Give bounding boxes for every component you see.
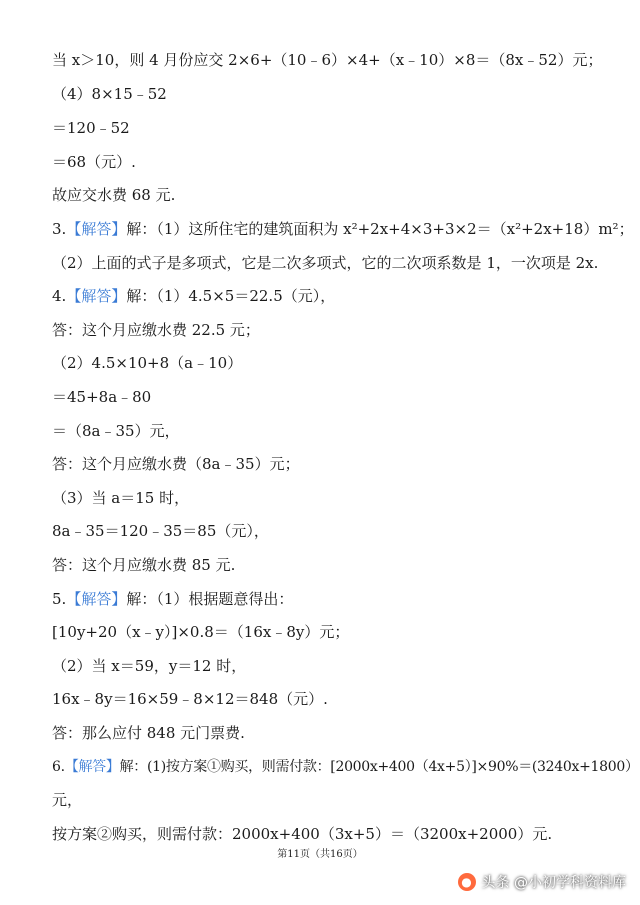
- answer-tag: 【解答】: [64, 759, 120, 775]
- toutiao-icon: ●: [458, 873, 476, 891]
- answer-heading: 5.【解答】解：（1）根据题意得出：: [52, 590, 294, 608]
- watermark: [458, 868, 626, 896]
- text-line: ＝120﹣52: [52, 119, 130, 137]
- text-line: （4）8×15﹣52: [52, 85, 167, 103]
- text-line: （3）当 a＝15 时，: [52, 489, 190, 507]
- text-line: ＝45+8a﹣80: [52, 388, 152, 406]
- text-line: 故应交水费 68 元.: [52, 186, 176, 204]
- answer-heading: 6.【解答】解：(1)按方案①购买，则需付款：[2000x+400（4x+5）]×90%＝(3240x+1800）: [52, 759, 639, 775]
- text-line: （2）4.5×10+8（a﹣10）: [52, 354, 243, 372]
- text-line: 元，: [52, 791, 83, 809]
- answer-heading: 4.【解答】解：（1）4.5×5＝22.5（元），: [52, 287, 336, 305]
- text-line: 当 x＞10，则 4 月份应交 2×6+（10﹣6）×4+（x﹣10）×8＝（8x﹣52）元；: [52, 51, 603, 69]
- watermark-text: 头条 @小初学科资料库: [481, 875, 626, 891]
- text-line: （2）当 x＝59，y＝12 时，: [52, 657, 247, 675]
- text-line: ＝68（元）.: [52, 153, 136, 171]
- text-line: ＝（8a﹣35）元，: [52, 422, 180, 440]
- text-line: 答：这个月应缴水费 22.5 元；: [52, 321, 260, 339]
- text-line: 按方案②购买，则需付款：2000x+400（3x+5）＝（3200x+2000）元.: [52, 825, 553, 843]
- text-line: [10y+20（x﹣y）]×0.8＝（16x﹣8y）元；: [52, 623, 350, 641]
- text-line: 8a﹣35＝120﹣35＝85（元），: [52, 522, 269, 540]
- page-footer: 第11页（共16页）: [277, 849, 363, 860]
- text-line: 答：这个月应缴水费（8a﹣35）元；: [52, 455, 300, 473]
- text-line: 答：那么应付 848 元门票费.: [52, 724, 245, 742]
- text-line: 16x﹣8y＝16×59﹣8×12＝848（元）.: [52, 690, 328, 708]
- answer-tag: 【解答】: [66, 220, 127, 238]
- answer-heading: 3.【解答】解：（1）这所住宅的建筑面积为 x²+2x+4×3+3×2＝（x²+2x+18）m²；: [52, 220, 634, 238]
- answer-tag: 【解答】: [66, 590, 127, 608]
- text-line: （2）上面的式子是多项式，它是二次多项式，它的二次项系数是 1，一次项是 2x.: [52, 254, 599, 272]
- answer-tag: 【解答】: [66, 287, 127, 305]
- text-line: 答：这个月应缴水费 85 元.: [52, 556, 236, 574]
